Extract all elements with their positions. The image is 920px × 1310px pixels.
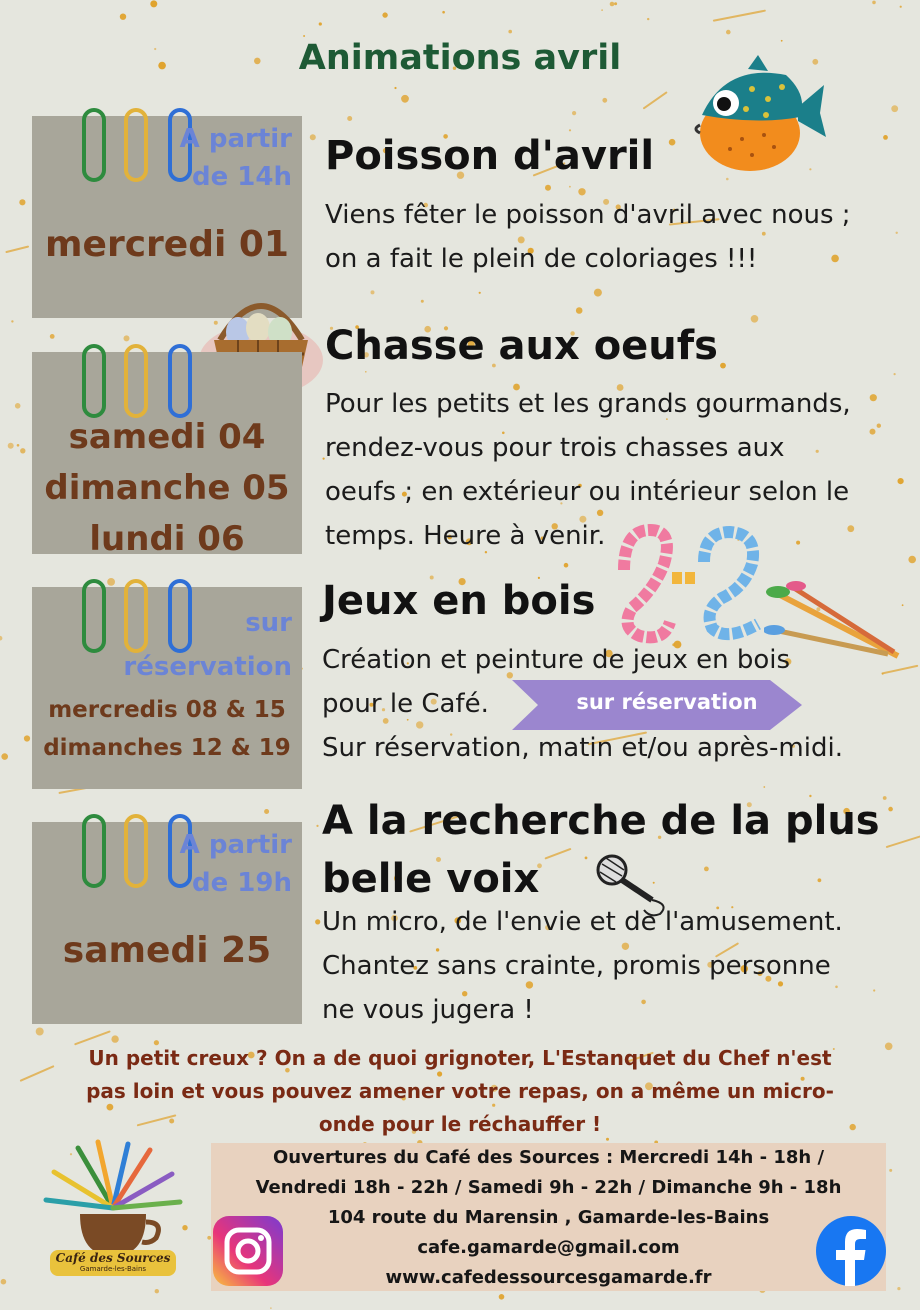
event-card-chasse <box>32 352 302 559</box>
website-link[interactable]: www.cafedessourcesgamarde.fr <box>385 1267 712 1288</box>
event-title: A la recherche de la plus belle voix <box>322 798 880 902</box>
reservation-badge: sur réservation <box>512 680 802 730</box>
event-description: Un micro, de l'envie et de l'amusement. Chantez sans crainte, promis personne ne vous jugera ! <box>322 907 843 1025</box>
event-date: samedi 04 dimanche 05 lundi 06 <box>44 417 290 559</box>
cafe-logo <box>38 1138 188 1290</box>
email-link[interactable]: cafe.gamarde@gmail.com <box>417 1237 680 1258</box>
opening-hours-line-2: Vendredi 18h - 22h / Samedi 9h - 22h / Dimanche 9h - 18h <box>255 1177 842 1198</box>
page-title: Animations avril <box>298 38 622 78</box>
instagram-icon[interactable] <box>213 1216 283 1286</box>
address: 104 route du Marensin , Gamarde-les-Bains <box>327 1207 770 1228</box>
event-title: Poisson d'avril <box>325 133 655 179</box>
event-card-voix <box>32 822 302 1024</box>
event-description: Viens fêter le poisson d'avril avec nous ; on a fait le plein de coloriages !!! <box>325 200 851 274</box>
food-note: Un petit creux ? On a de quoi grignoter, L'Estanquet du Chef n'est pas loin et vous pouvez amener votre repas, on a même un micro- onde pour le réchauffer ! <box>86 1046 834 1136</box>
board-game-icon <box>612 518 772 648</box>
opening-hours-line-1: Ouvertures du Café des Sources : Mercredi 14h - 18h / <box>272 1147 825 1168</box>
event-date: samedi 25 <box>62 930 272 971</box>
event-time: A partir de 14h <box>179 124 292 192</box>
paperclip-icon <box>80 342 230 422</box>
pufferfish-icon <box>686 55 826 173</box>
event-date: mercredis 08 & 15 dimanches 12 & 19 <box>43 697 291 761</box>
logo-subtext: Gamarde-les-Bains <box>79 1265 147 1273</box>
event-description: Création et peinture de jeux en bois pour le Café. Sur réservation, matin et/ou après-midi. <box>322 645 843 763</box>
event-title: Jeux en bois <box>322 578 596 624</box>
event-description: Pour les petits et les grands gourmands, rendez-vous pour trois chasses aux oeufs ; en extérieur ou intérieur selon le temps. Heure à venir. <box>325 389 851 551</box>
event-title: Chasse aux oeufs <box>325 323 718 369</box>
event-time: sur réservation <box>123 608 292 682</box>
footer-info <box>211 1143 886 1291</box>
event-time: A partir de 19h <box>179 830 292 898</box>
microphone-icon <box>594 852 674 918</box>
logo-text: Café des Sources <box>55 1251 171 1265</box>
event-card-jeux <box>32 587 302 789</box>
facebook-icon[interactable] <box>816 1216 886 1286</box>
event-date: mercredi 01 <box>45 224 289 265</box>
